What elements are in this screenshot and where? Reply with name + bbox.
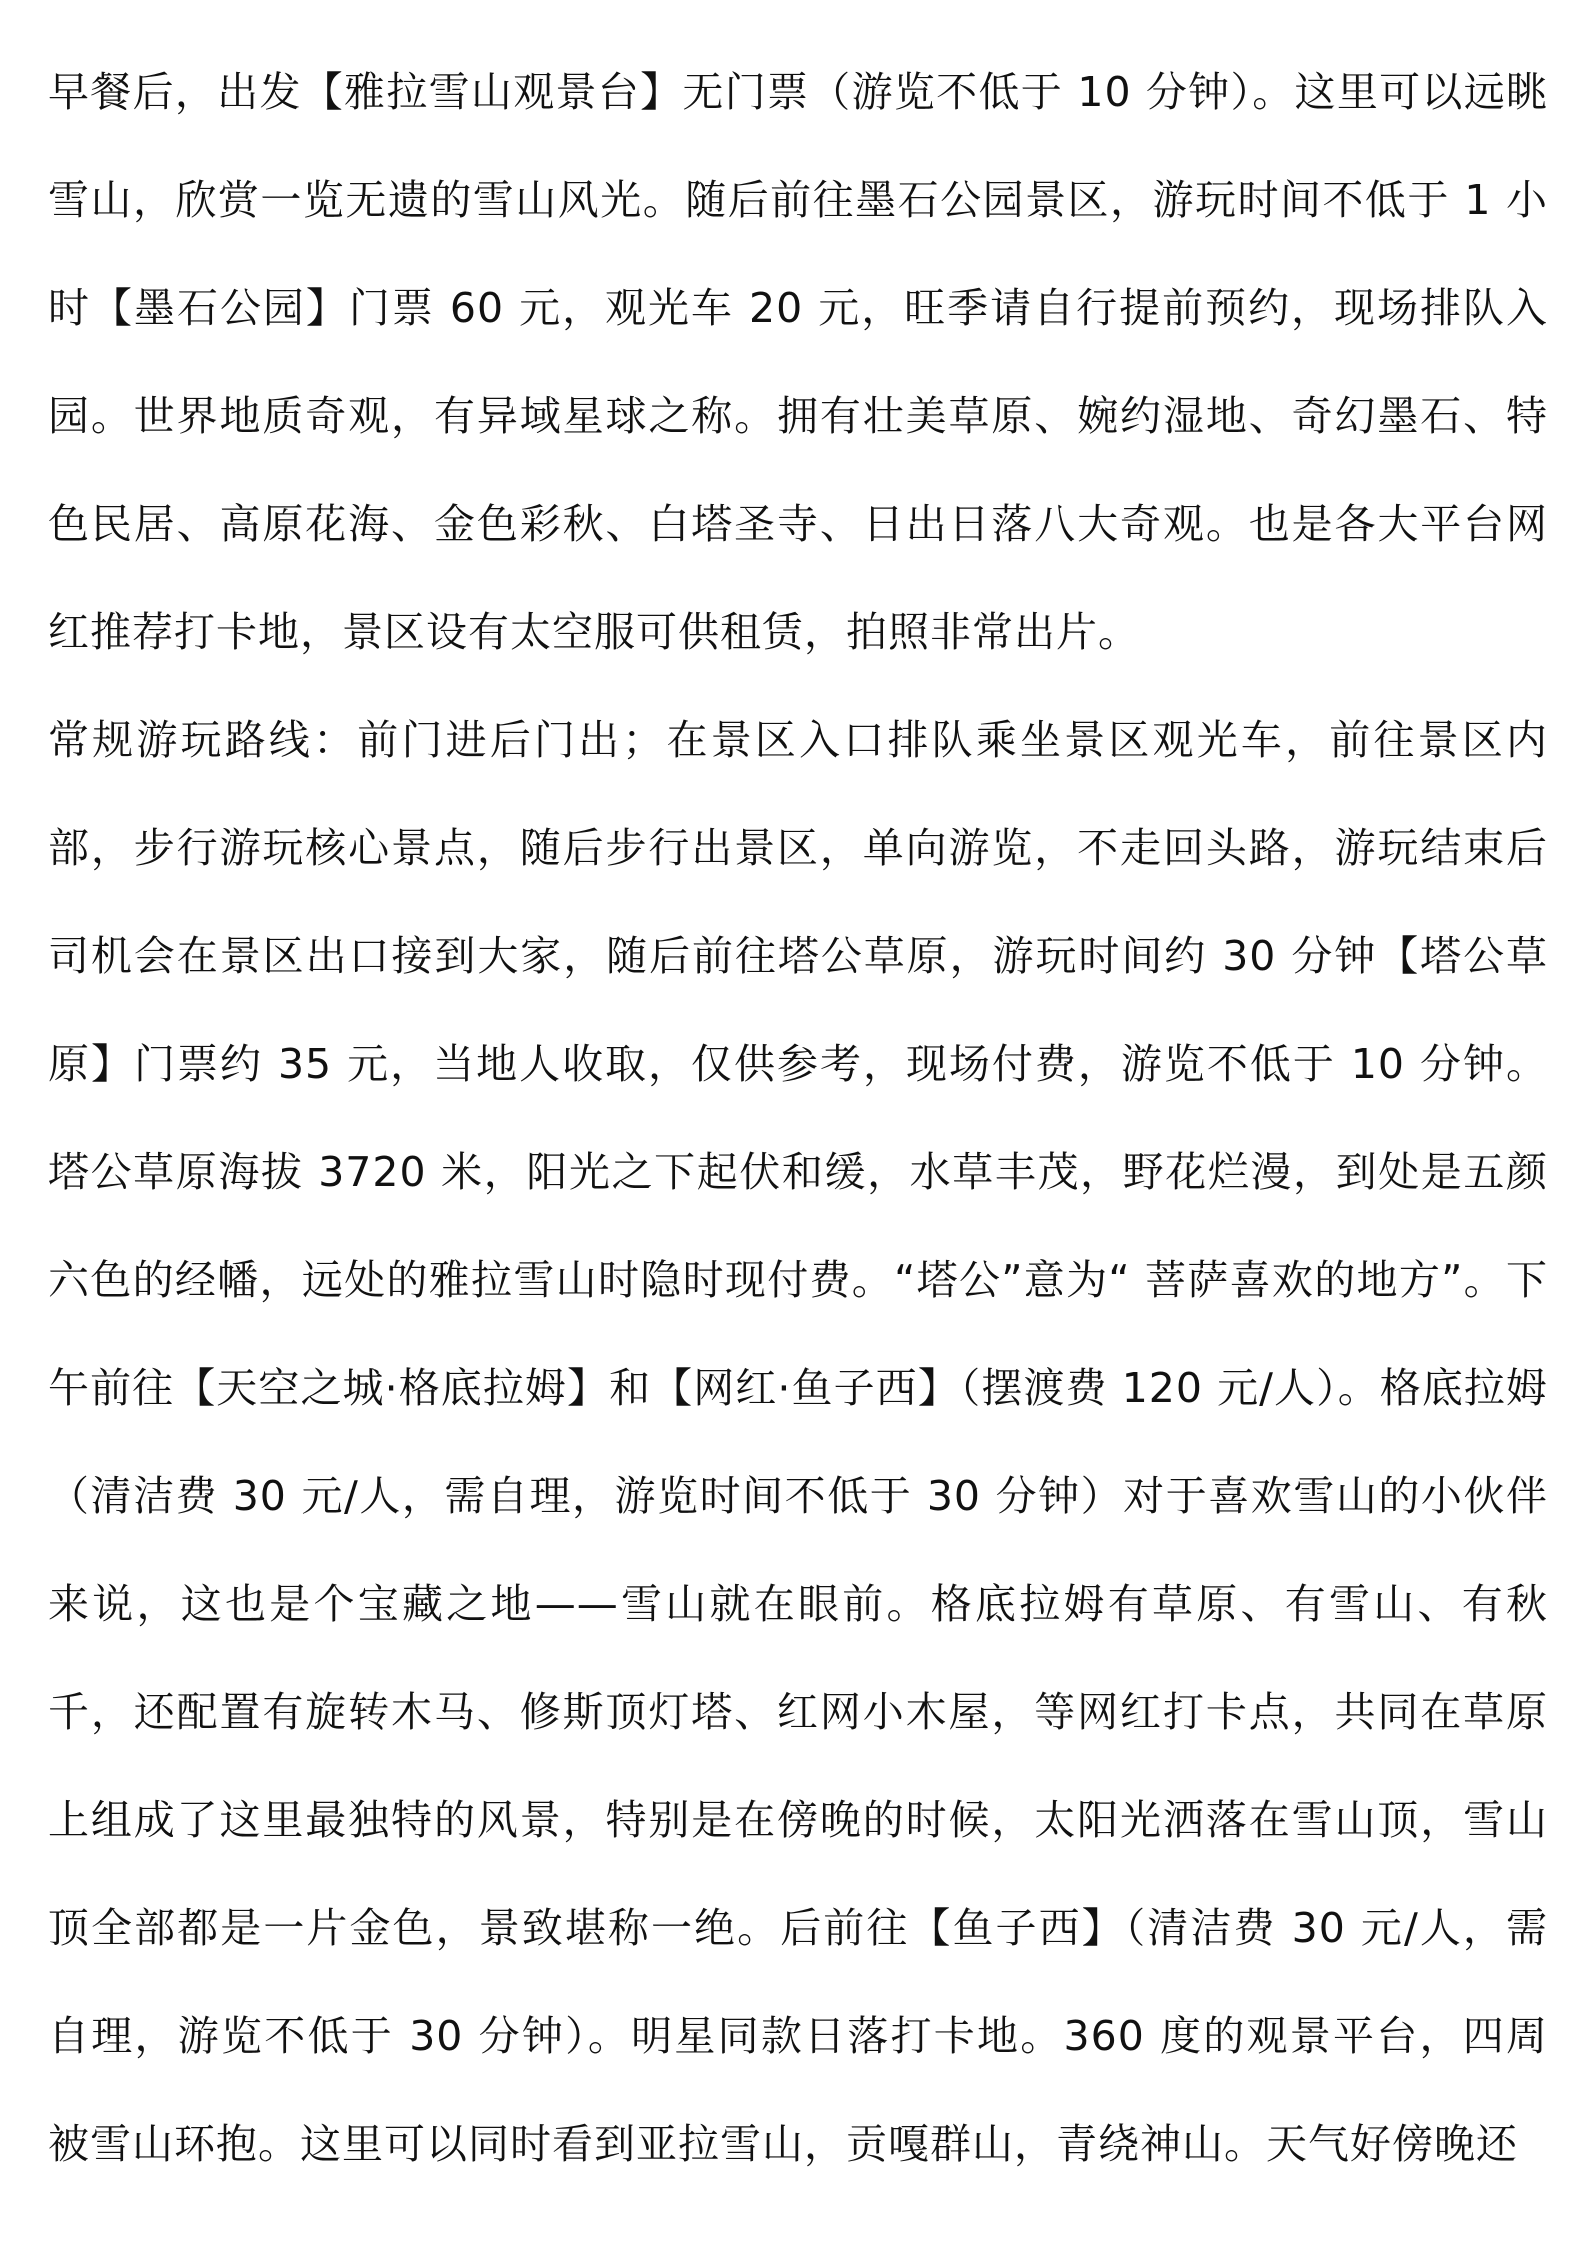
- paragraph-yala-mozhi: 早餐后，出发【雅拉雪山观景台】无门票（游览不低于 10 分钟）。这里可以远眺雪山，欣赏一览无遗的雪山风光。随后前往墨石公园景区，游玩时间不低于 1 小时【墨石公园】门票 60 元，观光车 20 元，旺季请自行提前预约，现场排队入园。世界地质奇观，有异域星球之称。拥有壮美草原、婉约湿地、奇幻墨石、特色民居、高原花海、金色彩秋、白塔圣寺、日出日落八大奇观。也是各大平台网红推荐打卡地，景区设有太空服可供租赁，拍照非常出片。: [48, 68, 1548, 656]
- document-body: [48, 38, 1548, 2198]
- paragraph-route-tagong: 常规游玩路线：前门进后门出；在景区入口排队乘坐景区观光车，前往景区内部，步行游玩核心景点，随后步行出景区，单向游览，不走回头路，游玩结束后司机会在景区出口接到大家，随后前往塔公草原，游玩时间约 30 分钟【塔公草原】门票约 35 元，当地人收取，仅供参考，现场付费，游览不低于 10 分钟。塔公草原海拔 3720 米，阳光之下起伏和缓，水草丰茂，野花烂漫，到处是五颜六色的经幡，远处的雅拉雪山时隐时现付费。“塔公”意为“ 菩萨喜欢的地方”。下午前往【天空之城·格底拉姆】和【网红·鱼子西】（摆渡费 120 元/人）。格底拉姆（清洁费 30 元/人，需自理，游览时间不低于 30 分钟）对于喜欢雪山的小伙伴来说，这也是个宝藏之地——雪山就在眼前。格底拉姆有草原、有雪山、有秋千，还配置有旋转木马、修斯顶灯塔、红网小木屋，等网红打卡点，共同在草原上组成了这里最独特的风景，特别是在傍晚的时候，太阳光洒落在雪山顶，雪山顶全部都是一片金色，景致堪称一绝。后前往【鱼子西】（清洁费 30 元/人，需自理，游览不低于 30 分钟）。明星同款日落打卡地。360 度的观景平台，四周被雪山环抱。这里可以同时看到亚拉雪山，贡嘎群山，青绕神山。天气好傍晚还: [48, 716, 1548, 2168]
